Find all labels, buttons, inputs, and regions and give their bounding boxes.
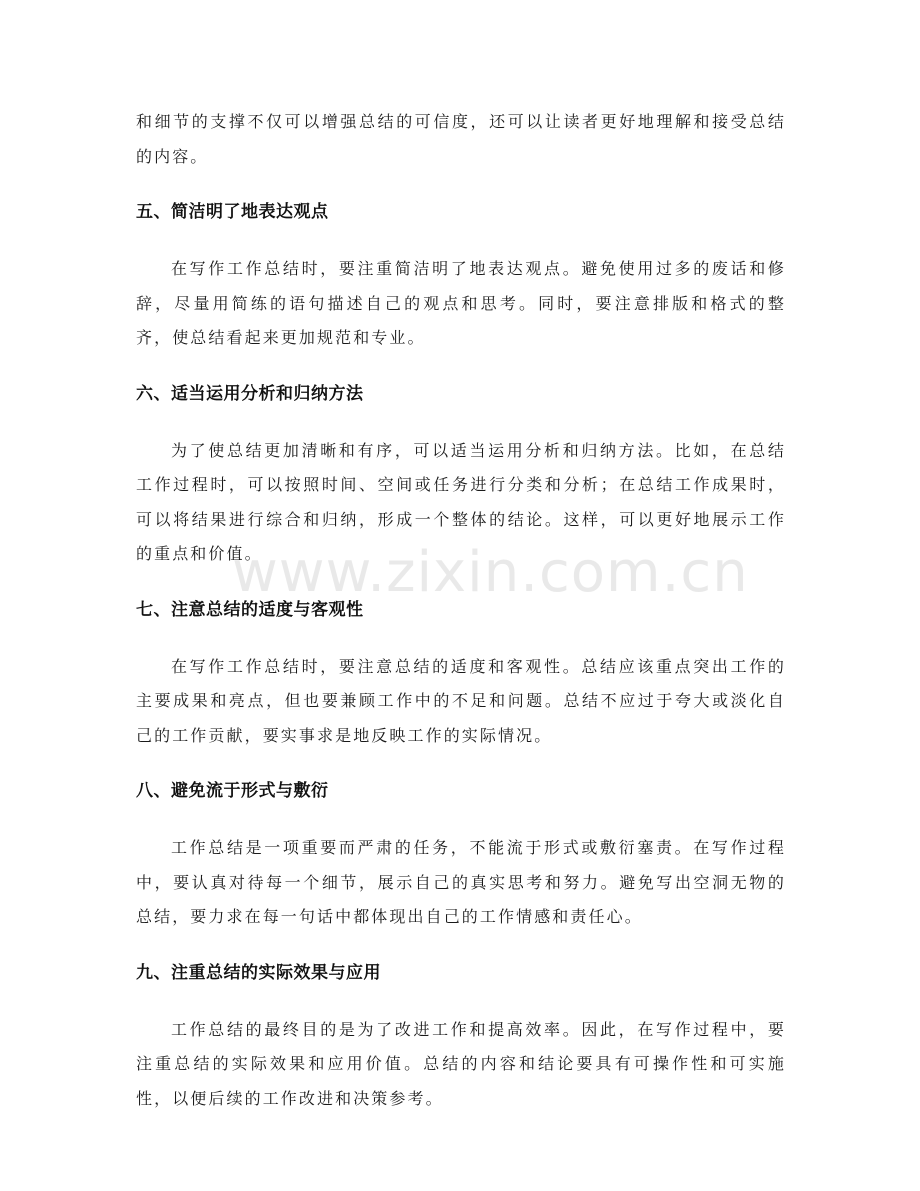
section-7-heading: 七、注意总结的适度与客观性 xyxy=(136,599,364,620)
section-8-paragraph: 工作总结是一项重要而严肃的任务，不能流于形式或敷衍塞责。在写作过程中，要认真对待每一个细节，展示自己的真实思考和努力。避免写出空洞无物的总结，要力求在每一句话中都体现出自己的工作情感和责任心。 xyxy=(136,838,786,926)
section-6-heading: 六、适当运用分析和归纳方法 xyxy=(136,383,364,404)
section-5-paragraph: 在写作工作总结时，要注重简洁明了地表达观点。避免使用过多的废话和修辞，尽量用简练的语句描述自己的观点和思考。同时，要注意排版和格式的整齐，使总结看起来更加规范和专业。 xyxy=(136,259,786,347)
section-8-heading: 八、避免流于形式与敷衍 xyxy=(136,781,329,801)
section-7-paragraph: 在写作工作总结时，要注意总结的适度和客观性。总结应该重点突出工作的主要成果和亮点，但也要兼顾工作中的不足和问题。总结不应过于夸大或淡化自己的工作贡献，要实事求是地反映工作的实际情况。 xyxy=(136,656,786,745)
section-6-paragraph: 为了使总结更加清晰和有序，可以适当运用分析和归纳方法。比如，在总结工作过程时，可以按照时间、空间或任务进行分类和分析；在总结工作成果时，可以将结果进行综合和归纳，形成一个整体的结论。这样，可以更好地展示工作的重点和价值。 xyxy=(136,440,786,563)
section-5-heading: 五、简洁明了地表达观点 xyxy=(136,202,329,222)
watermark: www.zixin.com.cn xyxy=(232,540,749,605)
intro-continuation-paragraph: 和细节的支撑不仅可以增强总结的可信度，还可以让读者更好地理解和接受总结的内容。 xyxy=(136,112,786,166)
document-body xyxy=(136,105,786,1116)
section-9-heading: 九、注重总结的实际效果与应用 xyxy=(136,962,381,983)
section-9-paragraph: 工作总结的最终目的是为了改进工作和提高效率。因此，在写作过程中，要注重总结的实际效果和应用价值。总结的内容和结论要具有可操作性和可实施性，以便后续的工作改进和决策参考。 xyxy=(136,1019,786,1108)
